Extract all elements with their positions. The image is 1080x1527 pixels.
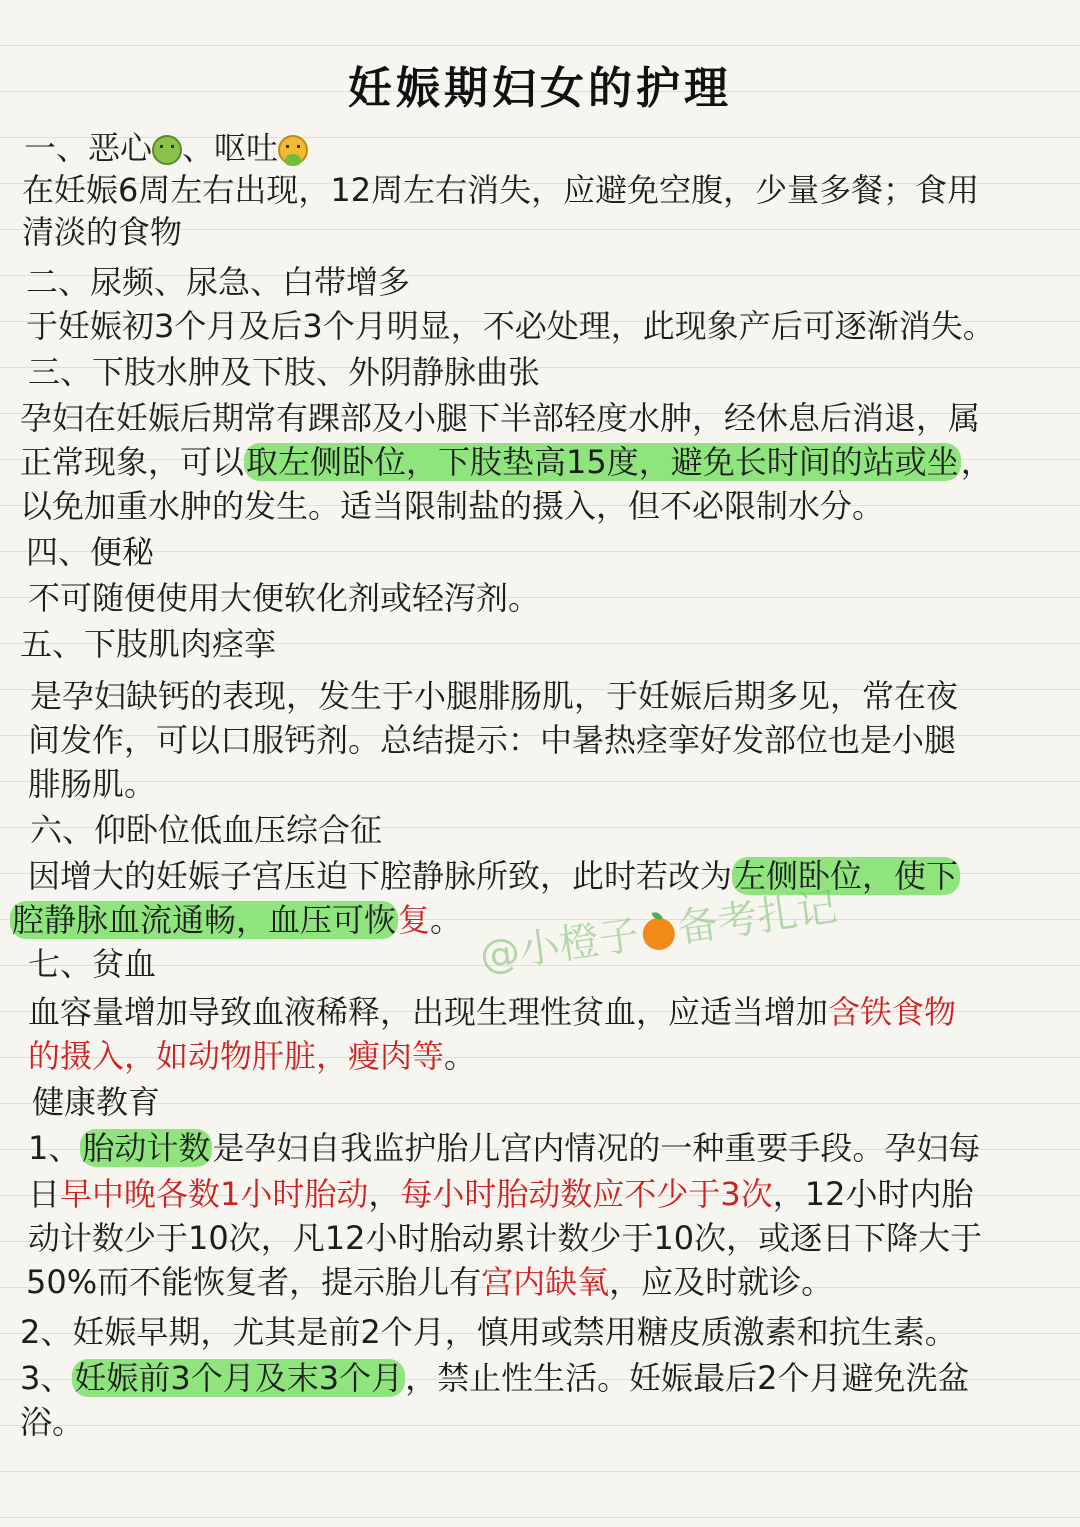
section-5-line-3: 腓肠肌。 bbox=[28, 765, 157, 803]
edu-point-1-line-1-text: 是孕妇自我监护胎儿宫内情况的一种重要手段。孕妇每 bbox=[212, 1129, 981, 1167]
section-1-line-2: 清淡的食物 bbox=[22, 213, 183, 251]
edu-point-1-line-4 bbox=[26, 1262, 833, 1302]
section-2-heading: 二、尿频、尿急、白带增多 bbox=[26, 263, 411, 301]
section-6-heading: 六、仰卧位低血压综合征 bbox=[30, 811, 383, 849]
section-5-line-2: 间发作，可以口服钙剂。总结提示：中暑热痉挛好发部位也是小腿 bbox=[28, 721, 957, 759]
edu-point-1-line-2-red-2: 每小时胎动数应不少于3次 bbox=[400, 1175, 773, 1213]
section-7-line-2-red: 的摄入，如动物肝脏，瘦肉等 bbox=[28, 1037, 445, 1075]
health-education-heading: 健康教育 bbox=[32, 1083, 161, 1121]
highlight-fetal-movement-count: 胎动计数 bbox=[82, 1129, 211, 1167]
section-7-line-2 bbox=[28, 1036, 476, 1076]
edu-point-3-number: 3、 bbox=[20, 1359, 73, 1397]
section-6-line-1-text-a: 因增大的妊娠子宫压迫下腔静脉所致，此时若改为 bbox=[28, 857, 733, 895]
edu-point-1-line-2-c: ，12小时内胎 bbox=[772, 1175, 974, 1213]
edu-point-2: 2、妊娠早期，尤其是前2个月，慎用或禁用糖皮质激素和抗生素。 bbox=[20, 1313, 957, 1351]
edu-point-1-line-3: 动计数少于10次，凡12小时胎动累计数少于10次，或逐日下降大于 bbox=[28, 1219, 983, 1257]
section-7-line-1-text-a: 血容量增加导致血液稀释，出现生理性贫血，应适当增加 bbox=[28, 993, 829, 1031]
section-7-line-1-red: 含铁食物 bbox=[828, 993, 957, 1031]
edu-point-1-number: 1、 bbox=[28, 1129, 81, 1167]
highlight-left-side-lying: 取左侧卧位，下肢垫高15度，避免长时间的站或坐 bbox=[246, 443, 959, 481]
section-3-line-2-text-b: ， bbox=[960, 443, 993, 481]
watermark-text-b: 备考扎记 bbox=[675, 884, 840, 952]
edu-point-1-line-2-red-1: 早中晚各数1小时胎动 bbox=[60, 1175, 369, 1213]
edu-point-1-line-4-red: 宫内缺氧 bbox=[481, 1263, 610, 1301]
edu-point-3-line-1 bbox=[20, 1358, 969, 1398]
section-3-line-1: 孕妇在妊娠后期常有踝部及小腿下半部轻度水肿，经休息后消退，属 bbox=[20, 399, 981, 437]
edu-point-1-line-4-a: 50%而不能恢复者，提示胎儿有 bbox=[26, 1263, 482, 1301]
edu-point-1-line-2-a: 日 bbox=[28, 1175, 61, 1213]
section-6-line-2 bbox=[10, 900, 462, 940]
section-1-heading-text-b: 、呕吐 bbox=[182, 129, 279, 167]
section-7-line-1 bbox=[28, 992, 956, 1032]
highlight-vena-cava-flow: 腔静脉血流通畅，血压可恢 bbox=[12, 901, 397, 939]
highlight-left-side-lying-2: 左侧卧位，使下 bbox=[734, 857, 959, 895]
nauseated-face-icon bbox=[152, 135, 182, 165]
edu-point-1-line-2-b: ， bbox=[368, 1175, 401, 1213]
highlight-first-last-three-months: 妊娠前3个月及末3个月 bbox=[74, 1359, 404, 1397]
section-2-line-1: 于妊娠初3个月及后3个月明显，不必处理，此现象产后可逐渐消失。 bbox=[26, 307, 995, 345]
section-5-line-1: 是孕妇缺钙的表现，发生于小腿腓肠肌，于妊娠后期多见，常在夜 bbox=[30, 677, 959, 715]
section-4-heading: 四、便秘 bbox=[26, 533, 155, 571]
edu-point-1-line-2 bbox=[28, 1174, 974, 1214]
section-6-line-2-red: 复 bbox=[398, 901, 431, 939]
page-title: 妊娠期妇女的护理 bbox=[348, 63, 732, 114]
section-1-heading-text-a: 一、恶心 bbox=[24, 129, 153, 167]
section-3-heading: 三、下肢水肿及下肢、外阴静脉曲张 bbox=[28, 353, 541, 391]
vomiting-face-icon bbox=[278, 135, 308, 165]
section-1-heading bbox=[24, 128, 308, 168]
orange-icon bbox=[641, 916, 677, 952]
section-7-line-2-text-b: 。 bbox=[444, 1037, 477, 1075]
edu-point-3-line-2: 浴。 bbox=[20, 1403, 85, 1441]
section-4-line-1: 不可随便使用大便软化剂或轻泻剂。 bbox=[28, 579, 541, 617]
section-1-line-1: 在妊娠6周左右出现，12周左右消失，应避免空腹，少量多餐；食用 bbox=[22, 171, 980, 209]
edu-point-1-line-1 bbox=[28, 1128, 980, 1168]
section-5-heading: 五、下肢肌肉痉挛 bbox=[20, 625, 277, 663]
section-3-line-2 bbox=[20, 442, 993, 482]
section-6-line-2-text-b: 。 bbox=[430, 901, 463, 939]
section-7-heading: 七、贫血 bbox=[28, 945, 157, 983]
edu-point-3-line-1-text: ，禁止性生活。妊娠最后2个月避免洗盆 bbox=[405, 1359, 970, 1397]
section-3-line-3: 以免加重水肿的发生。适当限制盐的摄入，但不必限制水分。 bbox=[20, 487, 885, 525]
edu-point-1-line-4-b: ，应及时就诊。 bbox=[609, 1263, 834, 1301]
watermark-text-a: @小橙子 bbox=[477, 911, 642, 980]
section-3-line-2-text-a: 正常现象，可以 bbox=[20, 443, 245, 481]
